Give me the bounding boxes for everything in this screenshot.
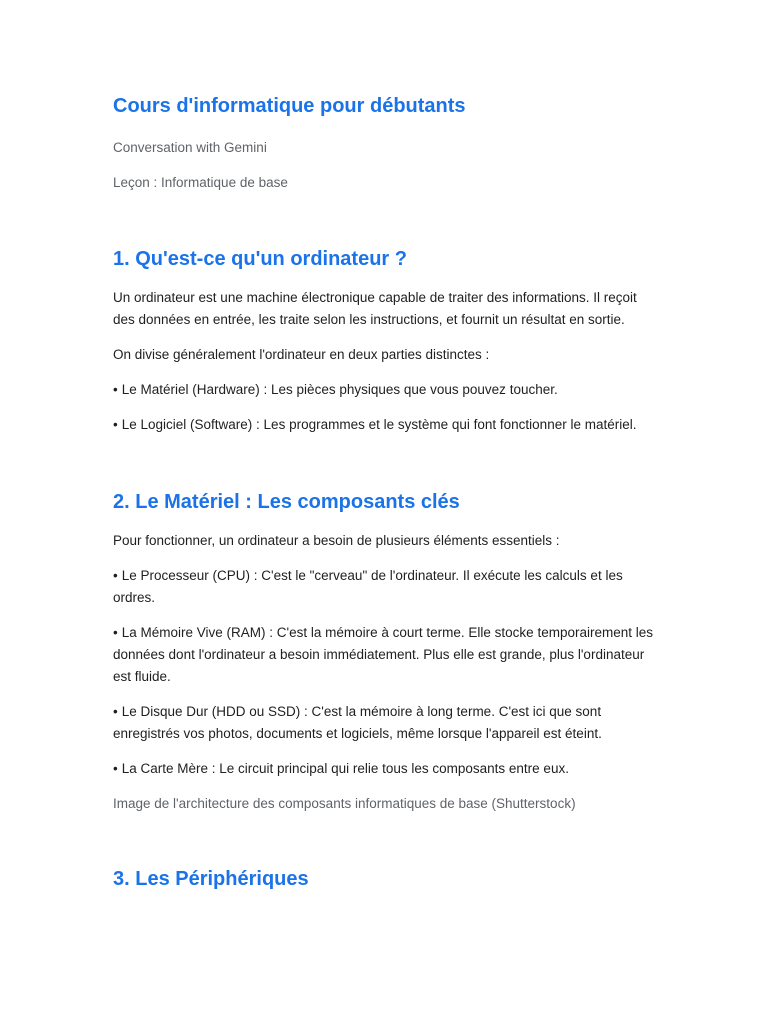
section-heading: 1. Qu'est-ce qu'un ordinateur ? — [113, 248, 407, 270]
section-computer-definition — [113, 245, 658, 436]
list-item-text: La Mémoire Vive (RAM) : C'est la mémoire à court terme. Elle stocke temporairement les données dont l'ordinateur a besoin immédiatement. Plus elle est grande, plus l'ordinateur est fluide. — [113, 625, 653, 684]
list-item-text: Le Disque Dur (HDD ou SSD) : C'est la mémoire à long terme. C'est ici que sont enregistrés vos photos, documents et logiciels, même lorsque l'appareil est éteint. — [113, 704, 602, 741]
bullet-list — [113, 379, 658, 436]
section-heading: 2. Le Matériel : Les composants clés — [113, 491, 460, 513]
paragraph: Un ordinateur est une machine électronique capable de traiter des informations. Il reçoit des données en entrée, les traite selon les instructions, et fournit un résultat en sortie. — [113, 290, 637, 327]
bullet-marker: • — [113, 704, 118, 719]
image-caption: Image de l'architecture des composants informatiques de base (Shutterstock) — [113, 796, 576, 811]
section-heading: 3. Les Périphériques — [113, 868, 309, 890]
list-item — [113, 565, 658, 609]
section-peripherals — [113, 865, 658, 893]
list-item — [113, 622, 658, 688]
document-subtitle: Conversation with Gemini — [113, 140, 267, 155]
list-item-text: Le Matériel (Hardware) : Les pièces physiques que vous pouvez toucher. — [121, 382, 558, 397]
document-title: Cours d'informatique pour débutants — [113, 95, 466, 117]
bullet-marker: • — [113, 382, 118, 397]
bullet-marker: • — [113, 761, 118, 776]
paragraph: On divise généralement l'ordinateur en deux parties distinctes : — [113, 347, 490, 362]
list-item-text: La Carte Mère : Le circuit principal qui relie tous les composants entre eux. — [121, 761, 569, 776]
list-item-text: Le Logiciel (Software) : Les programmes et le système qui font fonctionner le matériel. — [121, 417, 637, 432]
list-item — [113, 758, 658, 780]
bullet-marker: • — [113, 568, 118, 583]
paragraph: Pour fonctionner, un ordinateur a besoin de plusieurs éléments essentiels : — [113, 533, 560, 548]
list-item — [113, 701, 658, 745]
bullet-list — [113, 565, 658, 780]
bullet-marker: • — [113, 417, 118, 432]
list-item-text: Le Processeur (CPU) : C'est le "cerveau" de l'ordinateur. Il exécute les calculs et les ordres. — [113, 568, 623, 605]
document-page — [113, 92, 658, 893]
bullet-marker: • — [113, 625, 118, 640]
list-item — [113, 379, 658, 401]
lesson-label: Leçon : Informatique de base — [113, 175, 288, 190]
section-hardware-components — [113, 488, 658, 815]
list-item — [113, 414, 658, 436]
